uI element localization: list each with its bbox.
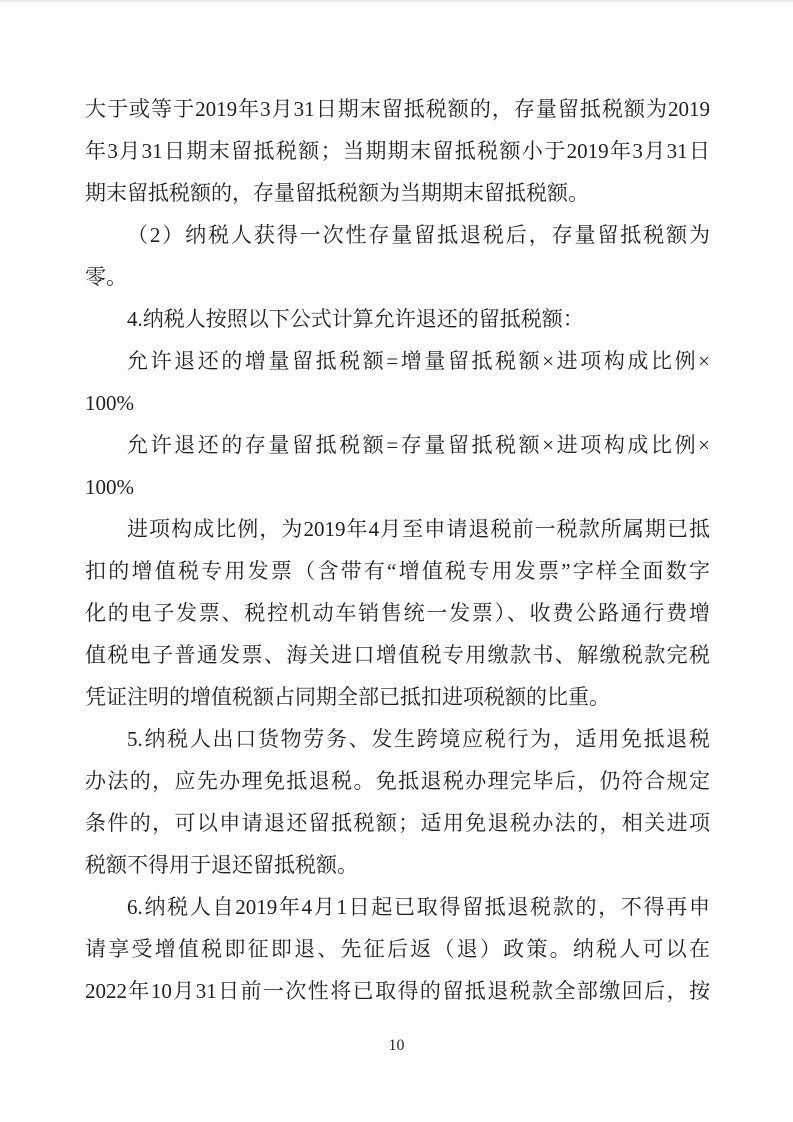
text-line: 化的电子发票、税控机动车销售统一发票）、收费公路通行费增 (85, 601, 710, 625)
paragraph (85, 886, 710, 1012)
page-footer (0, 1036, 793, 1056)
page-number: 10 (388, 1037, 405, 1054)
paragraph (85, 718, 710, 886)
text-line: 期末留抵税额的，存量留抵税额为当期期末留抵税额。 (85, 181, 589, 205)
paragraph (85, 340, 710, 424)
text-line: 2022年10月31日前一次性将已取得的留抵退税款全部缴回后，按 (85, 979, 710, 1003)
paragraph (85, 214, 710, 298)
paragraph (85, 508, 710, 718)
text-line: 5.纳税人出口货物劳务、发生跨境应税行为，适用免抵退税 (127, 727, 710, 751)
text-line: 请享受增值税即征即退、先征后返（退）政策。纳税人可以在 (85, 937, 710, 961)
paragraph (85, 424, 710, 508)
text-line: 大于或等于2019年3月31日期末留抵税额的，存量留抵税额为2019 (85, 97, 710, 121)
text-line: 税额不得用于退还留抵税额。 (85, 853, 358, 877)
paragraph (85, 88, 710, 214)
text-line: 零。 (85, 265, 127, 289)
paragraph (85, 298, 710, 340)
text-line: 进项构成比例，为2019年4月至申请退税前一税款所属期已抵 (127, 517, 710, 541)
text-line: 凭证注明的增值税额占同期全部已抵扣进项税额的比重。 (85, 685, 610, 709)
text-line: （2）纳税人获得一次性存量留抵退税后，存量留抵税额为 (127, 223, 710, 247)
text-line: 允许退还的存量留抵税额=存量留抵税额×进项构成比例× (127, 433, 710, 457)
document-body (85, 88, 710, 1012)
text-line: 年3月31日期末留抵税额；当期期末留抵税额小于2019年3月31日 (85, 139, 710, 163)
text-line: 100% (85, 475, 134, 499)
text-line: 4.纳税人按照以下公式计算允许退还的留抵税额： (127, 307, 584, 331)
text-line: 条件的，可以申请退还留抵税额；适用免退税办法的，相关进项 (85, 811, 710, 835)
text-line: 扣的增值税专用发票（含带有“增值税专用发票”字样全面数字 (85, 559, 710, 583)
text-line: 办法的，应先办理免抵退税。免抵退税办理完毕后，仍符合规定 (85, 769, 710, 793)
text-line: 100% (85, 391, 134, 415)
page-top-edge (0, 0, 793, 2)
text-line: 6.纳税人自2019年4月1日起已取得留抵退税款的，不得再申 (127, 895, 710, 919)
text-line: 允许退还的增量留抵税额=增量留抵税额×进项构成比例× (127, 349, 710, 373)
text-line: 值税电子普通发票、海关进口增值税专用缴款书、解缴税款完税 (85, 643, 710, 667)
